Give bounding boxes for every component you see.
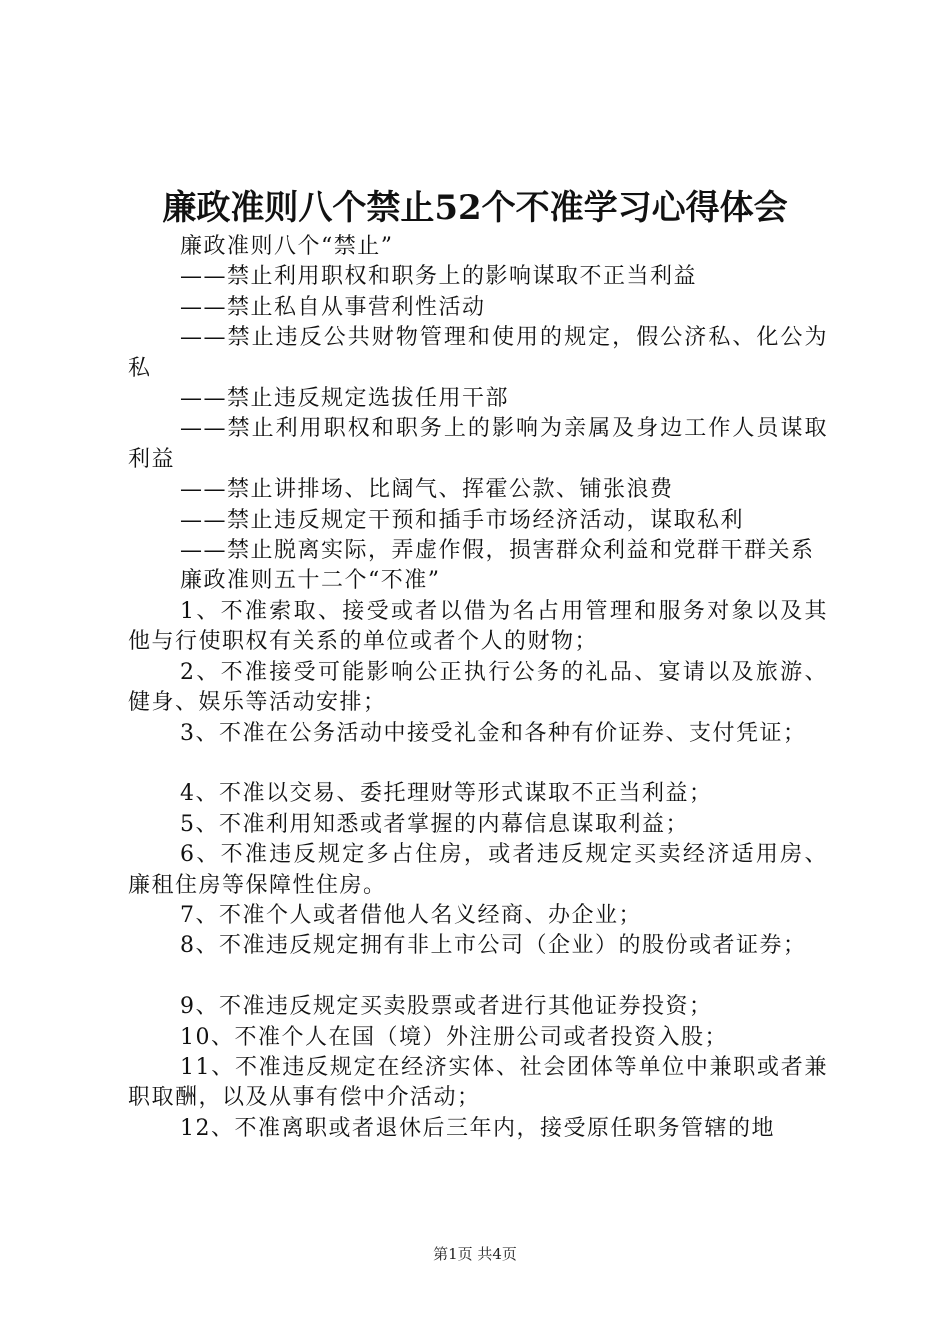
rule-item: 11、不准违反规定在经济实体、社会团体等单位中兼职或者兼职取酬，以及从事有偿中介活动；: [128, 1054, 828, 1111]
document-title: 廉政准则八个禁止52个不准学习心得体会: [162, 188, 788, 228]
paragraph-heading-prohibitions: 廉政准则八个“禁止”: [180, 234, 394, 259]
paragraph-heading-rules: 廉政准则五十二个“不准”: [180, 568, 441, 594]
rule-item: 10、不准个人在国（境）外注册公司或者投资入股；: [180, 1024, 728, 1050]
blank-line: [128, 749, 828, 779]
blank-line: [128, 962, 828, 992]
rule-item: 6、不准违反规定多占住房，或者违反规定买卖经济适用房、廉租住房等保障性住房。: [128, 842, 828, 898]
prohibition-item: ——禁止违反规定干预和插手市场经济活动，谋取私利: [180, 507, 745, 533]
rule-item: 12、不准离职或者退休后三年内，接受原任职务管辖的地: [180, 1115, 775, 1141]
prohibition-item: ——禁止利用职权和职务上的影响谋取不正当利益: [180, 264, 698, 290]
rule-item: 8、不准违反规定拥有非上市公司（企业）的股份或者证券；: [180, 933, 807, 959]
prohibition-item: ——禁止违反规定选拔任用干部: [180, 386, 510, 412]
prohibition-item: ——禁止违反公共财物管理和使用的规定，假公济私、化公为私: [128, 325, 828, 381]
rule-item: 2、不准接受可能影响公正执行公务的礼品、宴请以及旅游、健身、娱乐等活动安排；: [128, 659, 828, 716]
prohibition-item: ——禁止利用职权和职务上的影响为亲属及身边工作人员谋取利益: [128, 416, 828, 472]
rule-item: 4、不准以交易、委托理财等形式谋取不正当利益；: [180, 781, 713, 807]
rule-item: 3、不准在公务活动中接受礼金和各种有价证券、支付凭证；: [180, 720, 807, 746]
rule-item: 1、不准索取、接受或者以借为名占用管理和服务对象以及其他与行使职权有关系的单位或者个人的财物；: [128, 598, 828, 655]
page-number-footer: 第1页 共4页: [433, 1245, 517, 1263]
rule-item: 7、不准个人或者借他人名义经商、办企业；: [180, 902, 642, 928]
document-body: [128, 232, 828, 1144]
rule-item: 9、不准违反规定买卖股票或者进行其他证券投资；: [180, 994, 713, 1020]
prohibition-item: ——禁止私自从事营利性活动: [180, 294, 486, 320]
rule-item: 5、不准利用知悉或者掌握的内幕信息谋取利益；: [180, 811, 689, 837]
prohibition-item: ——禁止讲排场、比阔气、挥霍公款、铺张浪费: [180, 477, 674, 503]
prohibition-item: ——禁止脱离实际，弄虚作假，损害群众利益和党群干群关系: [180, 538, 815, 564]
